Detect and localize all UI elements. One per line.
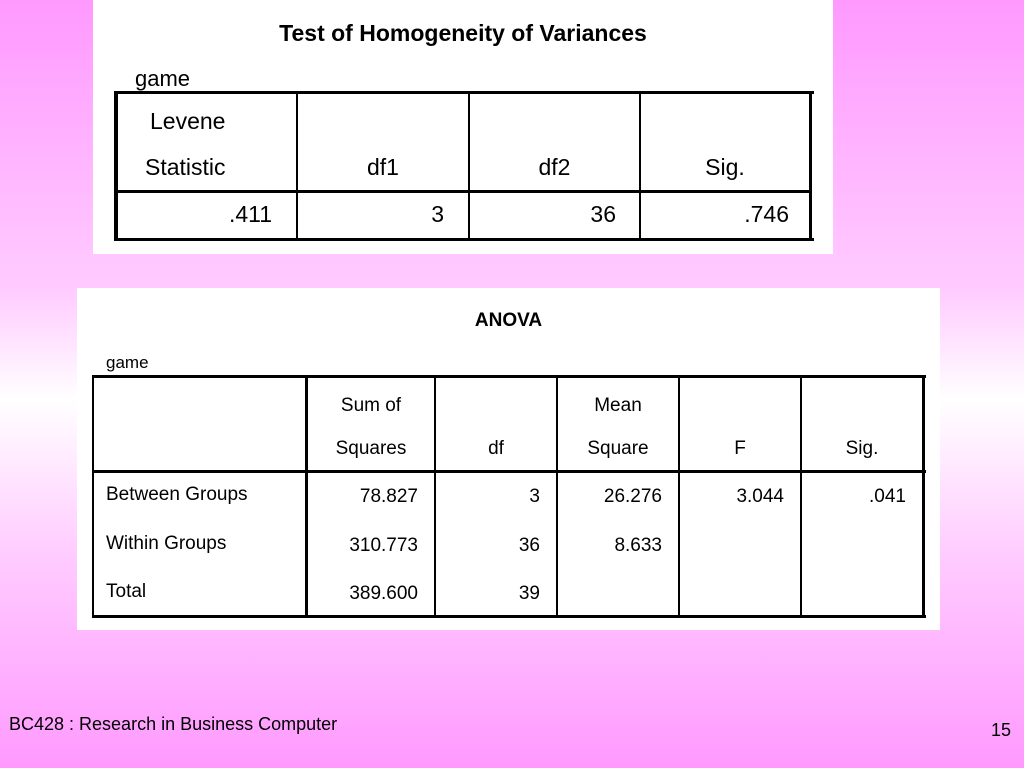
header-levene-line1: Levene: [150, 108, 226, 134]
header-df1: df1: [367, 154, 399, 180]
ss-between-value: 78.827: [359, 486, 418, 507]
levene-df2-value: 36: [590, 201, 616, 227]
f-between-value: 3.044: [736, 486, 784, 507]
header-df: df: [488, 438, 504, 459]
row-label-between-groups: Between Groups: [106, 484, 248, 505]
header-ss-line1: Sum of: [340, 395, 402, 416]
ss-total-value: 389.600: [349, 583, 418, 604]
levene-sig-value: .746: [744, 201, 789, 227]
header-ms-line2: Square: [587, 438, 649, 459]
footer-course-title: BC428 : Research in Business Computer: [9, 714, 338, 734]
levene-test-panel: [93, 0, 833, 254]
row-label-total: Total: [106, 581, 147, 602]
page-number: 15: [991, 720, 1012, 740]
header-ms-line1: Mean: [594, 395, 642, 416]
df-total-value: 39: [518, 583, 540, 604]
header-ss-line2: Squares: [335, 438, 407, 459]
header-df2: df2: [538, 154, 571, 180]
levene-df1-value: 3: [431, 201, 444, 227]
header-levene-line2: Statistic: [145, 154, 226, 180]
anova-table-title: ANOVA: [474, 310, 543, 331]
levene-statistic-value: .411: [228, 201, 272, 227]
df-within-value: 36: [518, 535, 540, 556]
table-border-left: [92, 378, 94, 615]
header-sig: Sig.: [845, 438, 879, 459]
ms-within-value: 8.633: [614, 535, 662, 556]
header-rule: [114, 190, 812, 193]
header-f: F: [734, 438, 746, 459]
ss-within-value: 310.773: [349, 535, 418, 556]
levene-table-title: Test of Homogeneity of Variances: [279, 20, 647, 46]
levene-variable-label: game: [135, 66, 191, 91]
anova-variable-label: game: [106, 353, 149, 372]
sig-between-value: .041: [869, 486, 906, 507]
anova-table: [92, 375, 926, 618]
table-border-right: [809, 94, 812, 238]
df-between-value: 3: [529, 486, 540, 507]
row-label-within-groups: Within Groups: [106, 533, 227, 554]
ms-between-value: 26.276: [603, 486, 662, 507]
table-border-right: [922, 378, 925, 615]
header-sig: Sig.: [705, 154, 745, 180]
header-rule: [92, 470, 926, 473]
anova-panel: [77, 288, 940, 630]
levene-table: [114, 91, 814, 241]
